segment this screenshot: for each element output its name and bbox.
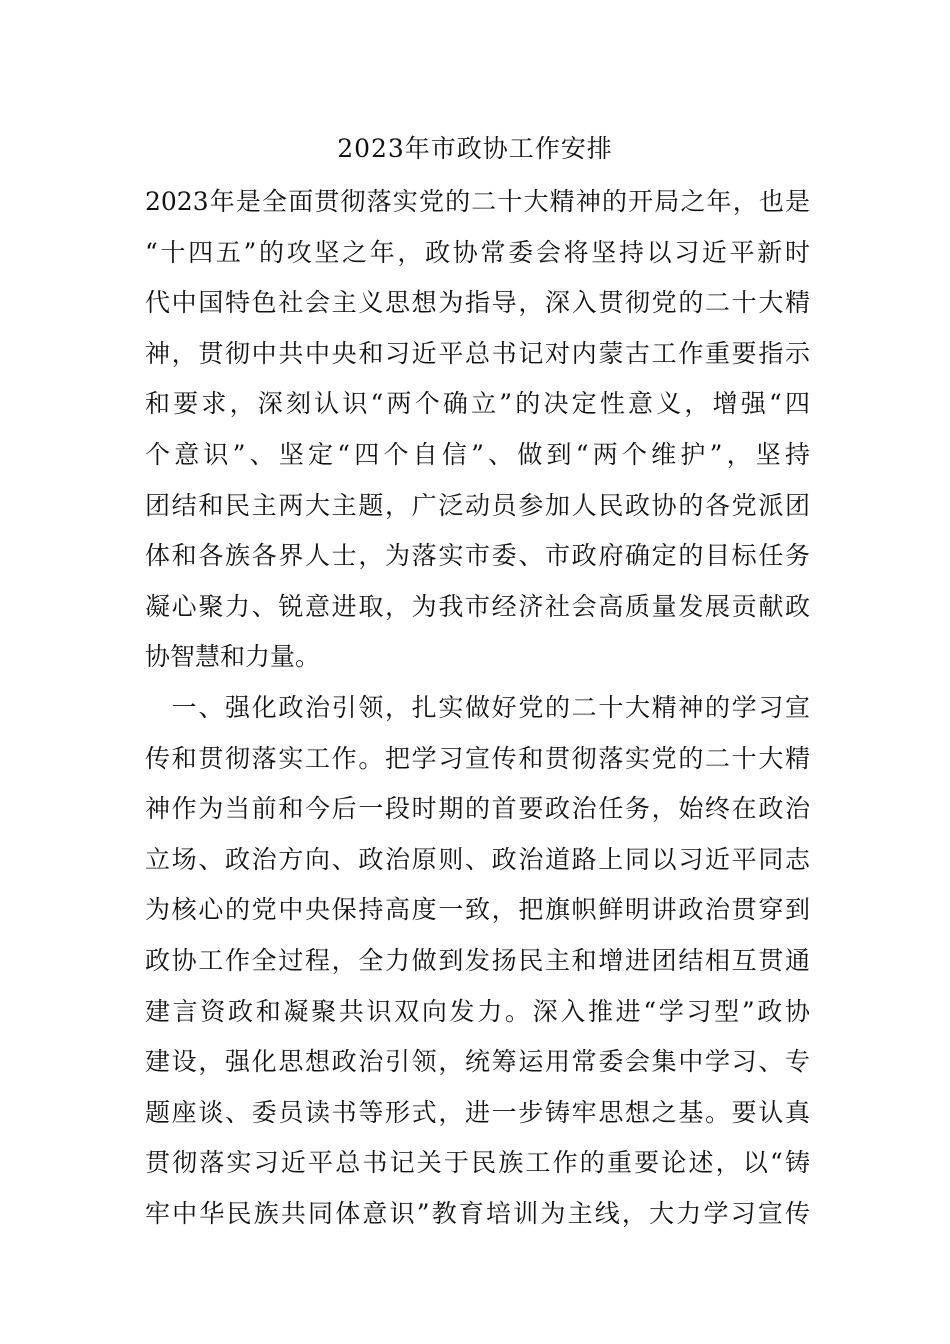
paragraph-line: 牢中华民族共同体意识”教育培训为主线，大力学习宣传: [145, 1198, 810, 1228]
paragraph-line: “十四五”的攻坚之年，政协常委会将坚持以习近平新时: [145, 237, 810, 267]
paragraph-line: 传和贯彻落实工作。把学习宣传和贯彻落实党的二十大精: [145, 743, 810, 773]
paragraph-line: 政协工作全过程，全力做到发扬民主和增进团结相互贯通: [145, 945, 810, 975]
paragraph-line: 一、强化政治引领，扎实做好党的二十大精神的学习宣: [145, 692, 810, 722]
paragraph-line: 神，贯彻中共中央和习近平总书记对内蒙古工作重要指示: [145, 338, 810, 368]
paragraph-line: 协智慧和力量。: [145, 642, 321, 672]
document-body: [145, 177, 810, 1239]
paragraph-line: 个意识”、坚定“四个自信”、做到“两个维护”，坚持: [145, 439, 810, 469]
paragraph-line: 贯彻落实习近平总书记关于民族工作的重要论述，以“铸: [145, 1148, 810, 1178]
document-title: 2023年市政协工作安排: [337, 134, 613, 163]
paragraph-line: 和要求，深刻认识“两个确立”的决定性意义，增强“四: [145, 389, 810, 419]
paragraph-line: 题座谈、委员读书等形式，进一步铸牢思想之基。要认真: [145, 1097, 810, 1127]
paragraph-line: 团结和民主两大主题，广泛动员参加人民政协的各党派团: [145, 490, 810, 520]
paragraph-line: 神作为当前和今后一段时期的首要政治任务，始终在政治: [145, 794, 810, 824]
paragraph-line: 凝心聚力、锐意进取，为我市经济社会高质量发展贡献政: [145, 591, 810, 621]
paragraph-line: 体和各族各界人士，为落实市委、市政府确定的目标任务: [145, 541, 810, 571]
paragraph-line: 立场、政治方向、政治原则、政治道路上同以习近平同志: [145, 844, 810, 874]
paragraph-line: 建设，强化思想政治引领，统筹运用常委会集中学习、专: [145, 1047, 810, 1077]
paragraph-line: 2023年是全面贯彻落实党的二十大精神的开局之年，也是: [145, 187, 810, 216]
paragraph-line: 代中国特色社会主义思想为指导，深入贯彻党的二十大精: [145, 288, 810, 318]
paragraph-line: 为核心的党中央保持高度一致，把旗帜鲜明讲政治贯穿到: [145, 895, 810, 925]
paragraph-line: 建言资政和凝聚共识双向发力。深入推进“学习型”政协: [145, 996, 810, 1026]
